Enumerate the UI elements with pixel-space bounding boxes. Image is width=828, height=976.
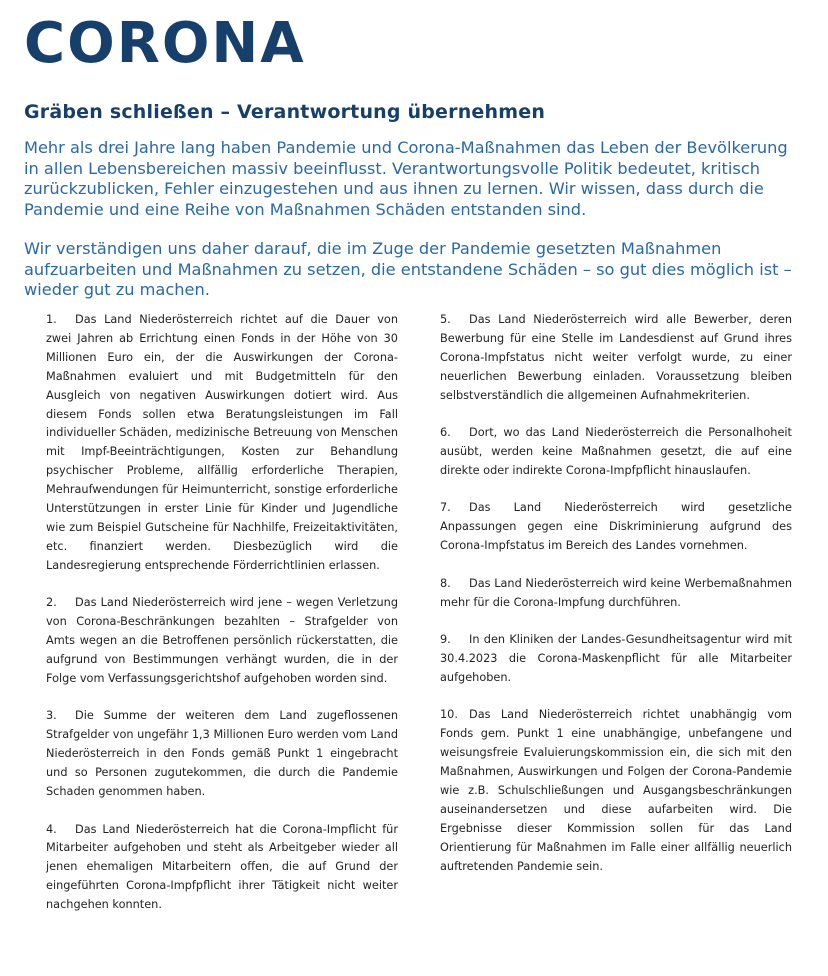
list-item — [46, 707, 398, 802]
item-number: 3. — [46, 709, 57, 723]
item-number: 10. — [440, 708, 458, 722]
list-item — [440, 575, 792, 613]
list-item — [440, 706, 792, 876]
intro-section — [24, 138, 802, 319]
item-text: Das Land Niederösterreich richtet unabhängig vom Fonds gem. Punkt 1 eine unabhängige, unbefangene und weisungsfreie Evaluierungskommission ein, die sich mit den Maßnahmen, Auswirkungen und Folgen der Corona-Pandemie wie z.B. Schulschließungen und Ausgangsbeschränkungen auseinandersetzen und diese aufarbeiten wird. Die Ergebnisse dieser Kommission sollen für das Land Orientierung für Maßnahmen im Falle einer allfällig neuerlich auftretenden Pandemie sein. — [440, 708, 792, 873]
list-item — [46, 311, 398, 576]
item-number: 2. — [46, 596, 57, 610]
item-number: 5. — [440, 313, 451, 326]
item-number: 7. — [440, 501, 451, 515]
item-text: Das Land Niederösterreich wird jene – wegen Verletzung von Corona-Beschränkungen bezahlten – Strafgelder von Amts wegen an die Betroffenen persönlich rückerstatten, die aufgrund von Bestimmungen verhängt wurden, die in der Folge vom Verfassungsgerichtshof aufgehoben worden sind. — [46, 596, 398, 685]
list-item — [440, 499, 792, 556]
list-item — [440, 311, 792, 406]
page-title: CORONA — [24, 11, 306, 76]
list-item — [440, 424, 792, 481]
right-column — [440, 311, 792, 895]
item-text: Das Land Niederösterreich hat die Corona-Impflicht für Mitarbeiter aufgehoben und steht als Arbeitgeber wieder all jenen ehemaligen Mitarbeitern offen, die auf Grund der eingeführten Corona-Impfpflicht ihrer Tätigkeit nicht weiter nachgehen konnten. — [46, 822, 398, 912]
item-text: Das Land Niederösterreich wird gesetzliche Anpassungen gegen eine Diskriminierung aufgrund des Corona-Impfstatus im Bereich des Landes vornehmen. — [440, 501, 792, 553]
left-column — [46, 311, 398, 934]
intro-paragraph: Wir verständigen uns daher darauf, die im Zuge der Pandemie gesetzten Maßnahmen aufzuarbeiten und Maßnahmen zu setzen, die entstandene Schäden – so gut dies möglich ist – wieder gut zu machen. — [24, 238, 792, 300]
list-item — [46, 821, 398, 916]
item-number: 4. — [46, 822, 57, 836]
item-number: 9. — [440, 633, 451, 647]
item-text: Das Land Niederösterreich richtet auf die Dauer von zwei Jahren ab Errichtung einen Fonds in der Höhe von 30 Millionen Euro ein, der die Auswirkungen der Corona-Maßnahmen evaluiert und mit Budgetmitteln für den Ausgleich von negativen Auswirkungen dotiert wird. Aus diesem Fonds sollen etwa Beratungsleistungen im Fall individueller Schäden, medizinische Betreuung von Menschen mit Impf-Beeinträchtigungen, Kosten zur Behandlung psychischer Probleme, allfällig erforderliche Therapien, Mehraufwendungen für Heimunterricht, sonstige erforderliche Unterstützungen in erster Linie für Kinder und Jugendliche wie zum Beispiel Gutscheine für Nachhilfe, Freizeitaktivitäten, etc. finanziert werden. Diesbezüglich wird die Landesregierung entsprechende Förderrichtlinien erlassen. — [46, 313, 398, 572]
item-text: Das Land Niederösterreich wird keine Werbemaßnahmen mehr für die Corona-Impfung durchführen. — [440, 576, 792, 609]
list-item — [46, 594, 398, 689]
item-text: Dort, wo das Land Niederösterreich die Personalhoheit ausübt, werden keine Maßnahmen gesetzt, die auf eine direkte oder indirekte Corona-Impfpflicht hinauslaufen. — [440, 426, 792, 477]
intro-paragraph: Mehr als drei Jahre lang haben Pandemie und Corona-Maßnahmen das Leben der Bevölkerung in allen Lebensbereichen massiv beeinflusst. Verantwortungsvolle Politik bedeutet, kritisch zurückzublicken, Fehler einzugestehen und aus ihnen zu lernen. Wir wissen, dass durch die Pandemie und eine Reihe von Maßnahmen Schäden entstanden sind. — [24, 138, 788, 220]
list-item — [440, 631, 792, 688]
page-subtitle: Gräben schließen – Verantwortung übernehmen — [24, 101, 546, 123]
item-number: 1. — [46, 313, 57, 326]
item-text: In den Kliniken der Landes-Gesundheitsagentur wird mit 30.4.2023 die Corona-Maskenpflicht für alle Mitarbeiter aufgehoben. — [440, 633, 792, 684]
item-text: Das Land Niederösterreich wird alle Bewerber, deren Bewerbung für eine Stelle im Landesdienst auf Grund ihres Corona-Impfstatus nicht weiter verfolgt wurde, zu einer neuerlichen Bewerbung einladen. Voraussetzung bleiben selbstverständlich die allgemeinen Aufnahmekriterien. — [440, 313, 792, 402]
item-text: Die Summe der weiteren dem Land zugeflossenen Strafgelder von ungefähr 1,3 Millionen Euro werden vom Land Niederösterreich in den Fonds gemäß Punkt 1 eingebracht und so Personen zugutekommen, die durch die Pandemie Schaden genommen haben. — [46, 709, 398, 799]
item-number: 6. — [440, 426, 451, 440]
item-number: 8. — [440, 576, 451, 590]
